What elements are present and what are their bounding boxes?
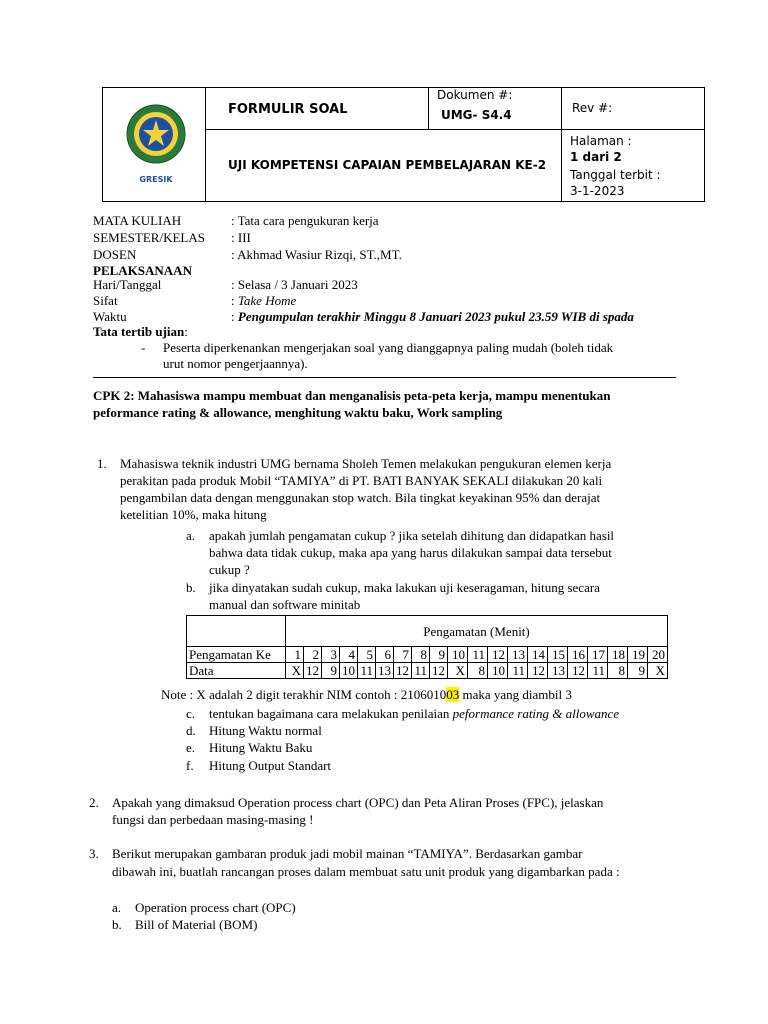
observation-number-cell: 19 bbox=[628, 647, 648, 663]
doc-value: UMG- S4.4 bbox=[441, 108, 512, 122]
observation-data-cell: 12 bbox=[568, 663, 588, 679]
q1-line-2: perakitan pada produk Mobil “TAMIYA” di PT. BATI BANYAK SEKALI dilakukan 20 kali bbox=[120, 473, 603, 488]
q3a-text: Operation process chart (OPC) bbox=[135, 900, 296, 915]
q2-line-2: fungsi dan perbedaan masing-masing ! bbox=[112, 812, 314, 827]
q1-line-1: Mahasiswa teknik industri UMG bernama Sholeh Temen melakukan pengukuran elemen kerja bbox=[120, 456, 612, 471]
document-header bbox=[102, 87, 705, 202]
q1d-mark: d. bbox=[186, 723, 196, 738]
tata-tertib-label: Tata tertib ujian bbox=[93, 324, 185, 339]
observation-number-cell: 5 bbox=[358, 647, 376, 663]
cpk-line-1: CPK 2: Mahasiswa mampu membuat dan menganalisis peta-peta kerja, mampu menentukan bbox=[93, 388, 611, 403]
note-prefix: Note : X adalah 2 digit terakhir NIM contoh : 2106010 bbox=[161, 687, 447, 702]
table-row-observation bbox=[187, 647, 668, 663]
observation-data-cell: 11 bbox=[358, 663, 376, 679]
observation-data-cell: 13 bbox=[376, 663, 394, 679]
observation-number-cell: 2 bbox=[304, 647, 322, 663]
observation-number-cell: 3 bbox=[322, 647, 340, 663]
mk-label: MATA KULIAH bbox=[93, 213, 182, 228]
q2-line-1: Apakah yang dimaksud Operation process chart (OPC) dan Peta Aliran Proses (FPC), jelaskan bbox=[112, 795, 604, 810]
q1d-text: Hitung Waktu normal bbox=[209, 723, 322, 738]
section-divider bbox=[93, 377, 676, 378]
observation-number-cell: 7 bbox=[394, 647, 412, 663]
observation-number-cell: 12 bbox=[488, 647, 508, 663]
row-label-data: Data bbox=[187, 663, 286, 679]
waktu-colon: : bbox=[231, 309, 238, 324]
sem-value: : III bbox=[231, 230, 251, 245]
q3-number: 3. bbox=[89, 846, 99, 861]
sifat-colon: : bbox=[231, 293, 238, 308]
waktu-value: Pengumpulan terakhir Minggu 8 Januari 2023 pukul 23.59 WIB di spada bbox=[237, 309, 634, 324]
tata-tertib-colon: : bbox=[184, 324, 188, 339]
sem-label: SEMESTER/KELAS bbox=[93, 230, 205, 245]
q3-line-2: dibawah ini, buatlah rancangan proses dalam membuat satu unit produk yang digambarkan pada : bbox=[112, 864, 620, 879]
row-label-observation: Pengamatan Ke bbox=[187, 647, 286, 663]
q1-line-4: ketelitian 10%, maka hitung bbox=[120, 507, 267, 522]
observation-number-cell: 20 bbox=[648, 647, 668, 663]
page-label: Halaman : bbox=[570, 134, 632, 148]
observation-data-cell: 11 bbox=[412, 663, 430, 679]
observation-data-cell: 8 bbox=[468, 663, 488, 679]
q1a-line-1: apakah jumlah pengamatan cukup ? jika setelah dihitung dan didapatkan hasil bbox=[209, 528, 615, 543]
observation-data-cell: 12 bbox=[430, 663, 448, 679]
q1a-line-3: cukup ? bbox=[209, 562, 250, 577]
note-line bbox=[161, 687, 572, 703]
q2-number: 2. bbox=[89, 795, 99, 810]
observation-number-cell: 4 bbox=[340, 647, 358, 663]
observation-data-cell: 12 bbox=[304, 663, 322, 679]
observation-number-cell: 10 bbox=[448, 647, 468, 663]
observation-data-cell: 11 bbox=[508, 663, 528, 679]
observation-data-cell: 9 bbox=[322, 663, 340, 679]
pelaksanaan-heading: PELAKSANAAN bbox=[93, 263, 192, 278]
observation-data-cell: 10 bbox=[340, 663, 358, 679]
page-value: 1 dari 2 bbox=[570, 150, 622, 164]
observation-number-cell: 6 bbox=[376, 647, 394, 663]
rule-line-1: Peserta diperkenankan mengerjakan soal yang dianggapnya paling mudah (boleh tidak bbox=[163, 340, 614, 355]
q1-number: 1. bbox=[97, 456, 107, 471]
hari-label: Hari/Tanggal bbox=[93, 277, 162, 292]
sifat-value: Take Home bbox=[237, 293, 297, 308]
table-corner bbox=[187, 616, 286, 647]
tata-tertib bbox=[93, 324, 188, 340]
observation-data-cell: 13 bbox=[548, 663, 568, 679]
sifat-value-wrap bbox=[231, 293, 296, 309]
q3b-mark: b. bbox=[112, 917, 122, 932]
logo-caption: GRESIK bbox=[139, 175, 173, 184]
observation-data-cell: X bbox=[286, 663, 304, 679]
q1f-text: Hitung Output Standart bbox=[209, 758, 332, 773]
note-highlight: 03 bbox=[446, 687, 460, 702]
sifat-label: Sifat bbox=[93, 293, 118, 308]
rev-label: Rev #: bbox=[572, 101, 613, 115]
note-suffix: maka yang diambil 3 bbox=[459, 687, 572, 702]
observation-number-cell: 14 bbox=[528, 647, 548, 663]
q3-line-1: Berikut merupakan gambaran produk jadi mobil mainan “TAMIYA”. Berdasarkan gambar bbox=[112, 846, 583, 861]
observation-data-cell: 8 bbox=[608, 663, 628, 679]
observation-data-cell: 12 bbox=[394, 663, 412, 679]
form-subtitle: UJI KOMPETENSI CAPAIAN PEMBELAJARAN KE-2 bbox=[228, 158, 547, 172]
q1c-mark: c. bbox=[186, 706, 196, 721]
q1a-line-2: bahwa data tidak cukup, maka apa yang harus dilakukan sampai data tersebut bbox=[209, 545, 612, 560]
observation-data-cell: X bbox=[448, 663, 468, 679]
observation-number-cell: 16 bbox=[568, 647, 588, 663]
q1e-mark: e. bbox=[186, 740, 196, 755]
observation-number-cell: 13 bbox=[508, 647, 528, 663]
table-header-row bbox=[187, 616, 668, 647]
form-title: FORMULIR SOAL bbox=[228, 102, 348, 117]
observation-number-cell: 15 bbox=[548, 647, 568, 663]
observation-table bbox=[186, 615, 668, 679]
table-header: Pengamatan (Menit) bbox=[286, 616, 668, 647]
observation-number-cell: 1 bbox=[286, 647, 304, 663]
observation-number-cell: 11 bbox=[468, 647, 488, 663]
q3a-mark: a. bbox=[112, 900, 122, 915]
table-row-data bbox=[187, 663, 668, 679]
cpk-line-2: peformance rating & allowance, menghitung waktu baku, Work sampling bbox=[93, 405, 503, 420]
q1c-italic: peformance rating & allowance bbox=[452, 706, 620, 721]
observation-number-cell: 8 bbox=[412, 647, 430, 663]
issued-value: 3-1-2023 bbox=[570, 184, 625, 198]
q1c-main: tentukan bagaimana cara melakukan penilaian bbox=[209, 706, 453, 721]
q1f-mark: f. bbox=[186, 758, 194, 773]
observation-data-cell: 10 bbox=[488, 663, 508, 679]
observation-data-cell: 9 bbox=[628, 663, 648, 679]
observation-number-cell: 17 bbox=[588, 647, 608, 663]
observation-data-cell: 12 bbox=[528, 663, 548, 679]
hari-value: : Selasa / 3 Januari 2023 bbox=[231, 277, 358, 292]
waktu-value-wrap bbox=[231, 309, 634, 325]
observation-number-cell: 9 bbox=[430, 647, 448, 663]
observation-number-cell: 18 bbox=[608, 647, 628, 663]
q1e-text: Hitung Waktu Baku bbox=[209, 740, 313, 755]
q1c-text bbox=[209, 706, 619, 722]
q1b-line-2: manual dan software minitab bbox=[209, 597, 361, 612]
q1a-mark: a. bbox=[186, 528, 196, 543]
university-logo bbox=[125, 100, 187, 190]
mk-value: : Tata cara pengukuran kerja bbox=[231, 213, 379, 228]
doc-label: Dokumen #: bbox=[437, 88, 513, 102]
waktu-label: Waktu bbox=[93, 309, 127, 324]
q1b-mark: b. bbox=[186, 580, 196, 595]
dosen-label: DOSEN bbox=[93, 247, 137, 262]
q1-line-3: pengambilan data dengan menggunakan stop watch. Bila tingkat keyakinan 95% dan derajat bbox=[120, 490, 601, 505]
issued-label: Tanggal terbit : bbox=[570, 168, 661, 182]
q1b-line-1: jika dinyatakan sudah cukup, maka lakukan uji keseragaman, hitung secara bbox=[209, 580, 600, 595]
q3b-text: Bill of Material (BOM) bbox=[135, 917, 258, 932]
rule-dash: - bbox=[141, 340, 146, 355]
observation-data-cell: X bbox=[648, 663, 668, 679]
rule-line-2: urut nomor pengerjaannya). bbox=[163, 356, 308, 371]
observation-data-cell: 11 bbox=[588, 663, 608, 679]
dosen-value: : Akhmad Wasiur Rizqi, ST.,MT. bbox=[231, 247, 402, 262]
